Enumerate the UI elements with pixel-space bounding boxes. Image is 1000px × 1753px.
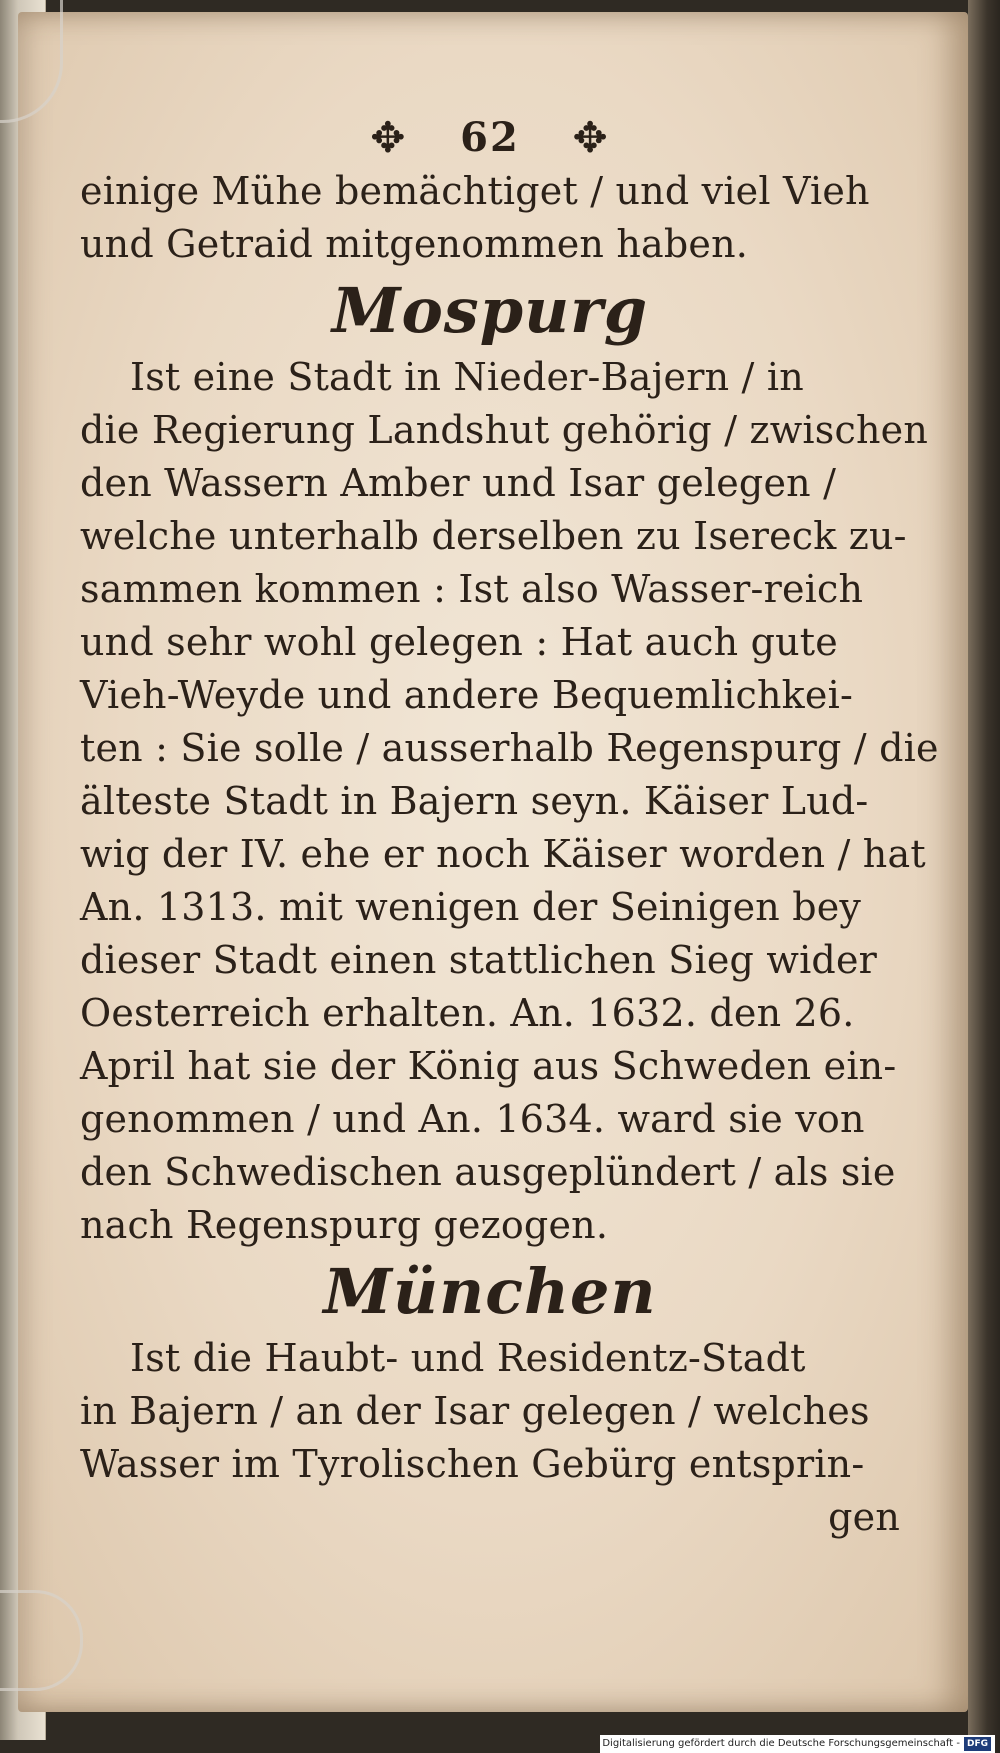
- dfg-logo: DFG: [964, 1737, 991, 1751]
- text-line: sammen kommen : Ist also Wasser-reich: [80, 567, 864, 611]
- text-line: den Schwedischen ausgeplündert / als sie: [80, 1150, 896, 1194]
- text-line: Oesterreich erhalten. An. 1632. den 26.: [80, 991, 855, 1035]
- text-line: in Bajern / an der Isar gelegen / welches: [80, 1389, 870, 1433]
- text-line: genommen / und An. 1634. ward sie von: [80, 1097, 865, 1141]
- page-number: 62: [460, 114, 520, 161]
- text-line: Vieh-Weyde und andere Bequemlichkei-: [80, 673, 853, 717]
- text-line: und Getraid mitgenommen haben.: [80, 222, 749, 266]
- text-line: Wasser im Tyrolischen Gebürg entsprin-: [80, 1442, 865, 1486]
- section-heading-mospurg: Mospurg: [331, 274, 649, 347]
- page-text: [80, 105, 939, 1544]
- text-line: nach Regenspurg gezogen.: [80, 1203, 609, 1247]
- section-heading-muenchen: München: [323, 1255, 657, 1328]
- text-line: und sehr wohl gelegen : Hat auch gute: [80, 620, 838, 664]
- text-line: einige Mühe bemächtiget / und viel Vieh: [80, 169, 870, 213]
- text-line: den Wassern Amber und Isar gelegen /: [80, 461, 837, 505]
- text-line: welche unterhalb derselben zu Isereck zu-: [80, 514, 907, 558]
- text-line: wig der IV. ehe er noch Käiser worden / hat: [80, 832, 926, 876]
- text-line: Ist eine Stadt in Nieder-Bajern / in: [130, 355, 804, 399]
- text-line: An. 1313. mit wenigen der Seinigen bey: [80, 885, 862, 929]
- running-header: [80, 105, 900, 165]
- binding-shadow: [968, 0, 1000, 1753]
- credit-text: Digitalisierung gefördert durch die Deutsche Forschungsgemeinschaft -: [602, 1738, 960, 1749]
- fleuron-left-icon: ✥: [370, 113, 408, 162]
- text-line: Ist die Haubt- und Residentz-Stadt: [130, 1336, 806, 1380]
- fleuron-right-icon: ✥: [572, 113, 610, 162]
- text-line: ten : Sie solle / ausserhalb Regenspurg / die: [80, 726, 939, 770]
- text-line: älteste Stadt in Bajern seyn. Käiser Lud-: [80, 779, 869, 823]
- digitization-credit: [600, 1735, 995, 1753]
- text-line: die Regierung Landshut gehörig / zwischen: [80, 408, 929, 452]
- text-line: dieser Stadt einen stattlichen Sieg wider: [80, 938, 877, 982]
- catchword: gen: [828, 1495, 900, 1539]
- text-line: April hat sie der König aus Schweden ein-: [80, 1044, 897, 1088]
